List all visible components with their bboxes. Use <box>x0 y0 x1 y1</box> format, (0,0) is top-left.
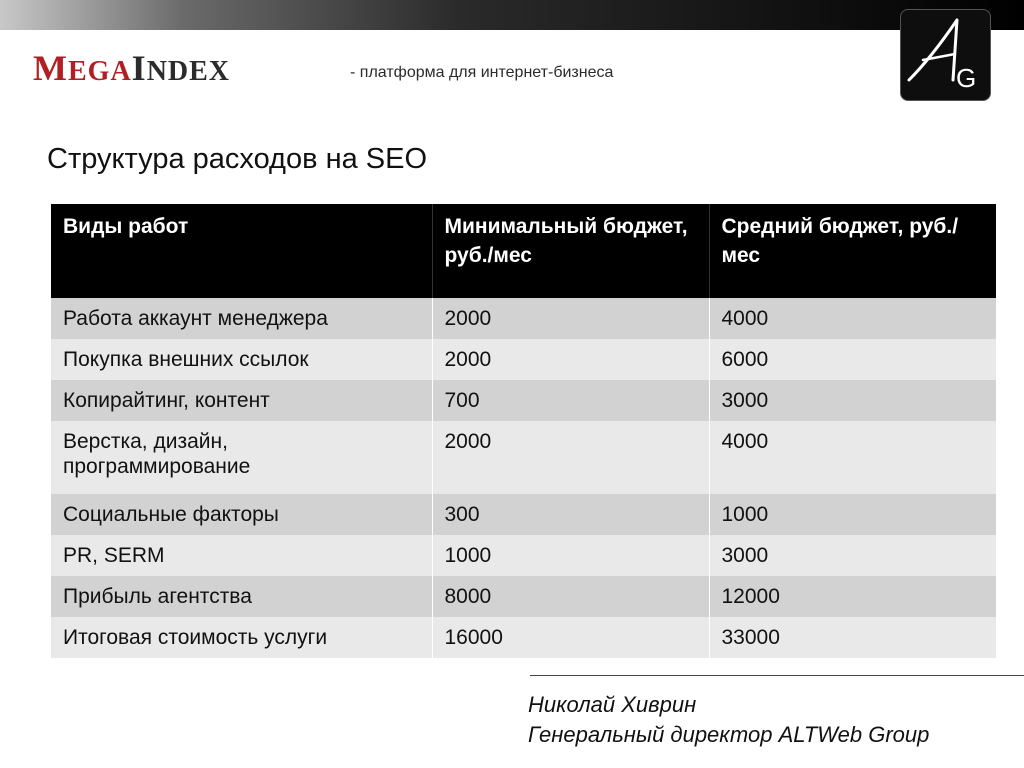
cell-min-budget: 2000 <box>432 339 709 380</box>
table-row <box>51 421 996 494</box>
cell-avg-budget: 3000 <box>709 380 996 421</box>
cell-min-budget: 16000 <box>432 617 709 658</box>
cell-avg-budget: 4000 <box>709 298 996 339</box>
logo-mega-text: MEGA <box>33 48 132 88</box>
cell-min-budget: 2000 <box>432 421 709 494</box>
cell-avg-budget: 3000 <box>709 535 996 576</box>
cell-work-type: Работа аккаунт менеджера <box>51 298 432 339</box>
table-row <box>51 380 996 421</box>
table-row <box>51 617 996 658</box>
ag-logo-g: G <box>956 63 977 93</box>
author-name: Николай Хиврин <box>528 692 697 717</box>
table-row <box>51 339 996 380</box>
logo-index-text: INDEX <box>131 48 231 88</box>
header-min-budget: Минимальный бюджет, руб./мес <box>432 204 709 298</box>
slide-title: Структура расходов на SEO <box>47 143 428 175</box>
cell-work-type: Итоговая стоимость услуги <box>51 617 432 658</box>
cell-avg-budget: 4000 <box>709 421 996 494</box>
megaindex-logo <box>33 48 230 88</box>
table-row <box>51 576 996 617</box>
cell-min-budget: 2000 <box>432 298 709 339</box>
cell-min-budget: 300 <box>432 494 709 535</box>
footer-divider <box>530 675 1024 676</box>
header-avg-budget: Средний бюджет, руб./мес <box>709 204 996 298</box>
table-row <box>51 298 996 339</box>
cell-min-budget: 700 <box>432 380 709 421</box>
cell-avg-budget: 1000 <box>709 494 996 535</box>
cell-min-budget: 1000 <box>432 535 709 576</box>
tagline: - платформа для интернет-бизнеса <box>350 64 614 81</box>
cell-work-type: Верстка, дизайн, программирование <box>51 421 432 494</box>
cell-avg-budget: 33000 <box>709 617 996 658</box>
top-gradient-bar <box>0 0 1024 30</box>
seo-costs-table <box>51 204 996 658</box>
cell-work-type: Социальные факторы <box>51 494 432 535</box>
author-position: Генеральный директор ALTWeb Group <box>528 722 930 747</box>
cell-work-type: Покупка внешних ссылок <box>51 339 432 380</box>
ag-logo <box>900 9 991 101</box>
ag-logo-icon <box>901 10 990 100</box>
header-work-type: Виды работ <box>51 204 432 298</box>
cell-work-type: Прибыль агентства <box>51 576 432 617</box>
cell-avg-budget: 12000 <box>709 576 996 617</box>
cell-min-budget: 8000 <box>432 576 709 617</box>
table-header-row <box>51 204 996 298</box>
table-row <box>51 535 996 576</box>
author-block <box>528 690 929 750</box>
cell-work-type: PR, SERM <box>51 535 432 576</box>
table-row <box>51 494 996 535</box>
cell-avg-budget: 6000 <box>709 339 996 380</box>
cell-work-type: Копирайтинг, контент <box>51 380 432 421</box>
